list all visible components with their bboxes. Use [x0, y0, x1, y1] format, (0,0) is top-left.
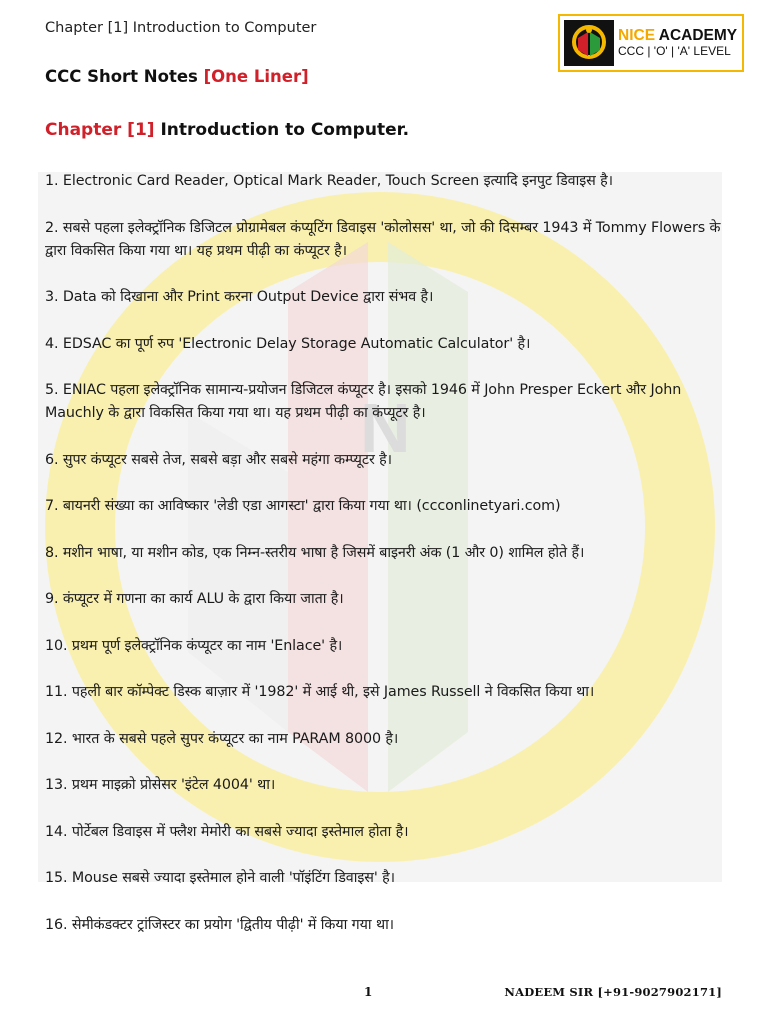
note-item: 16. सेमीकंडक्टर ट्रांजिस्टर का प्रयोग 'द्वितीय पीढ़ी' में किया गया था।: [45, 916, 395, 933]
note-item: 14. पोर्टेबल डिवाइस में फ्लैश मेमोरी का सबसे ज्यादा इस्तेमाल होता है।: [45, 823, 409, 840]
note-item: 6. सुपर कंप्यूटर सबसे तेज, सबसे बड़ा और सबसे महंगा कम्प्यूटर है।: [45, 451, 392, 468]
page-number: 1: [364, 985, 373, 999]
academy-tagline: CCC | 'O' | 'A' LEVEL: [618, 44, 731, 58]
note-item: 8. मशीन भाषा, या मशीन कोड, एक निम्न-स्तरीय भाषा है जिसमें बाइनरी अंक (1 और 0) शामिल होते हैं।: [45, 544, 585, 561]
nice-academy-logo: [558, 14, 744, 72]
note-item: 13. प्रथम माइक्रो प्रोसेसर 'इंटेल 4004' था।: [45, 777, 276, 793]
note-item: 5. ENIAC पहला इलेक्ट्रॉनिक सामान्य-प्रयोजन डिजिटल कंप्यूटर है। इसको 1946 में John Presper Eckert और John Mauchly के द्वारा विकसित किया गया था। यह प्रथम पीढ़ी का कंप्यूटर है।: [45, 382, 682, 421]
note-item: 10. प्रथम पूर्ण इलेक्ट्रॉनिक कंप्यूटर का नाम 'Enlace' है।: [45, 637, 343, 654]
footer-contact: NADEEM SIR [+91-9027902171]: [504, 985, 722, 999]
note-item: 3. Data को दिखाना और Print करना Output Device द्वारा संभव है।: [45, 289, 434, 305]
svg-text:N: N: [360, 389, 411, 467]
notes-heading-highlight: [One Liner]: [203, 67, 309, 86]
academy-name: NICE ACADEMY: [618, 27, 738, 45]
chapter-heading: [45, 120, 409, 140]
academy-emblem-icon: [564, 20, 614, 66]
notes-heading-main: CCC Short Notes: [45, 67, 198, 86]
note-item: 1. Electronic Card Reader, Optical Mark Reader, Touch Screen इत्यादि इनपुट डिवाइस है।: [45, 173, 613, 189]
notes-heading: [45, 67, 309, 86]
running-header-title: Chapter [1] Introduction to Computer: [45, 20, 317, 36]
note-item: 11. पहली बार कॉम्पेक्ट डिस्क बाज़ार में '1982' में आई थी, इसे James Russell ने विकसित किया था।: [45, 684, 595, 700]
chapter-label: Chapter [1]: [45, 120, 155, 140]
note-item: 9. कंप्यूटर में गणना का कार्य ALU के द्वारा किया जाता है।: [45, 591, 344, 607]
note-item: 7. बायनरी संख्या का आविष्कार 'लेडी एडा आगस्टा' द्वारा किया गया था। (ccconlinetyari.com): [45, 498, 561, 514]
note-item: 12. भारत के सबसे पहले सुपर कंप्यूटर का नाम PARAM 8000 है।: [45, 730, 399, 747]
note-item: 2. सबसे पहला इलेक्ट्रॉनिक डिजिटल प्रोग्रामेबल कंप्यूटिंग डिवाइस 'कोलोसस' था, जो की दिसम्बर 1943 में Tommy Flowers के द्वारा विकसित किया गया था। यह प्रथम पीढ़ी का कंप्यूटर है।: [45, 219, 721, 259]
chapter-title-text: Introduction to Computer.: [160, 120, 410, 140]
notes-list: [45, 170, 727, 960]
note-item: 4. EDSAC का पूर्ण रुप 'Electronic Delay Storage Automatic Calculator' है।: [45, 335, 531, 352]
note-item: 15. Mouse सबसे ज्यादा इस्तेमाल होने वाली 'पॉइंटिंग डिवाइस' है।: [45, 870, 395, 886]
